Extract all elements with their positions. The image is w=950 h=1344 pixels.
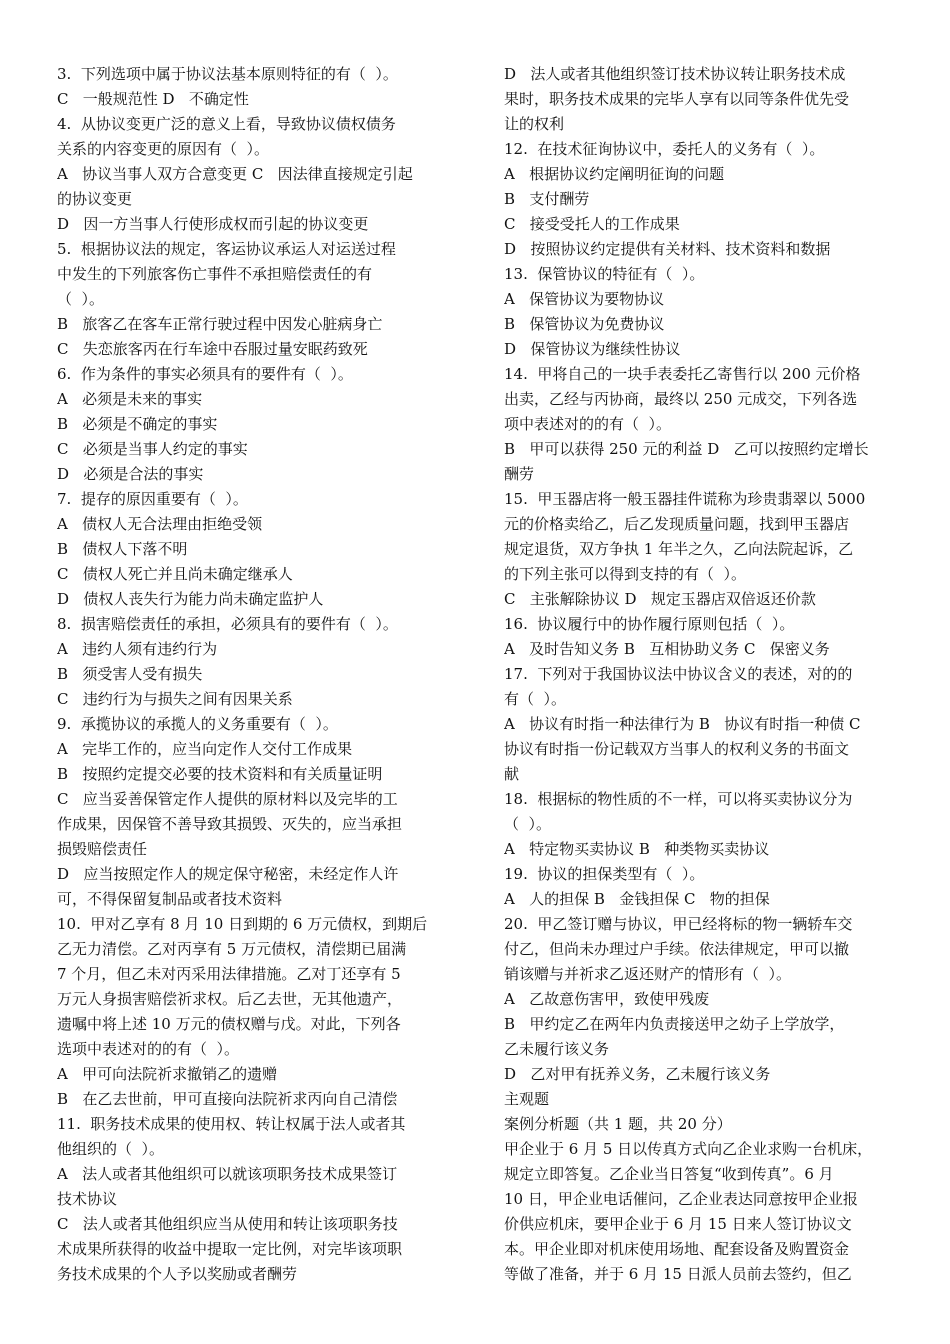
- text-line: 乙无力清偿。乙对丙享有 5 万元债权，清偿期已届满: [57, 940, 407, 958]
- text-line: 16. 协议履行中的协作履行原则包括（ ）。: [504, 615, 795, 633]
- text-line: 甲企业于 6 月 5 日以传真方式向乙企业求购一台机床，: [504, 1140, 873, 1158]
- text-line: 选项中表述对的的有（ ）。: [57, 1040, 240, 1058]
- text-line: A 乙故意伤害甲，致使甲残废: [504, 990, 710, 1008]
- text-line: （ ）。: [57, 290, 105, 308]
- text-line: B 须受害人受有损失: [57, 665, 203, 683]
- text-line: 4. 从协议变更广泛的意义上看，导致协议债权债务: [57, 115, 396, 133]
- text-line: 10. 甲对乙享有 8 月 10 日到期的 6 万元债权，到期后: [57, 915, 428, 933]
- text-line: 乙未履行该义务: [504, 1040, 610, 1058]
- text-line: 元的价格卖给乙，后乙发现质量问题，找到甲玉器店: [504, 515, 850, 533]
- text-line: 12. 在技术征询协议中，委托人的义务有（ ）。: [504, 140, 825, 158]
- text-line: 6. 作为条件的事实必须具有的要件有（ ）。: [57, 365, 353, 383]
- text-line: 术成果所获得的收益中提取一定比例，对完毕该项职: [57, 1240, 403, 1258]
- text-line: 11. 职务技术成果的使用权、转让权属于法人或者其: [57, 1115, 406, 1133]
- text-line: 18. 根据标的物性质的不一样，可以将买卖协议分为: [504, 790, 853, 808]
- text-line: 有（ ）。: [504, 690, 567, 708]
- text-line: B 支付酬劳: [504, 190, 590, 208]
- text-line: 案例分析题（共 1 题，共 20 分）: [504, 1115, 732, 1133]
- text-line: 10 日，甲企业电话催问，乙企业表达同意按甲企业报: [504, 1190, 858, 1208]
- text-line: 中发生的下列旅客伤亡事件不承担赔偿责任的有: [57, 265, 373, 283]
- text-line: （ ）。: [504, 815, 552, 833]
- text-line: C 一般规范性 D 不确定性: [57, 90, 249, 108]
- text-line: 务技术成果的个人予以奖励或者酬劳: [57, 1265, 298, 1283]
- left-text-column: [57, 62, 449, 1287]
- text-line: 5. 根据协议法的规定，客运协议承运人对运送过程: [57, 240, 396, 258]
- text-line: 主观题: [504, 1090, 550, 1108]
- text-line: 献: [504, 765, 520, 783]
- text-line: 付乙，但尚未办理过户手续。依法律规定，甲可以撤: [504, 940, 850, 958]
- text-line: B 在乙去世前，甲可直接向法院祈求丙向自己清偿: [57, 1090, 398, 1108]
- text-line: C 应当妥善保管定作人提供的原材料以及完毕的工: [57, 790, 398, 808]
- text-line: 7. 提存的原因重要有（ ）。: [57, 490, 248, 508]
- text-line: 规定立即答复。乙企业当日答复“收到传真”。6 月: [504, 1165, 834, 1183]
- text-line: 13. 保管协议的特征有（ ）。: [504, 265, 705, 283]
- text-line: A 协议当事人双方合意变更 C 因法律直接规定引起: [57, 165, 413, 183]
- text-line: A 协议有时指一种法律行为 B 协议有时指一种债 C: [504, 715, 861, 733]
- text-line: B 必须是不确定的事实: [57, 415, 218, 433]
- text-line: 规定退货，双方争执 1 年半之久，乙向法院起诉，乙: [504, 540, 854, 558]
- text-line: A 及时告知义务 B 互相协助义务 C 保密义务: [504, 640, 830, 658]
- text-line: 关系的内容变更的原因有（ ）。: [57, 140, 270, 158]
- text-line: 酬劳: [504, 465, 535, 483]
- text-line: 3. 下列选项中属于协议法基本原则特征的有（ ）。: [57, 65, 398, 83]
- text-line: C 接受受托人的工作成果: [504, 215, 680, 233]
- text-line: A 保管协议为要物协议: [504, 290, 665, 308]
- text-line: 项中表述对的的有（ ）。: [504, 415, 672, 433]
- text-line: 20. 甲乙签订赠与协议，甲已经将标的物一辆轿车交: [504, 915, 853, 933]
- text-line: B 甲约定乙在两年内负责接送甲之幼子上学放学，: [504, 1015, 845, 1033]
- text-line: D 债权人丧失行为能力尚未确定监护人: [57, 590, 324, 608]
- text-line: 本。甲企业即对机床使用场地、配套设备及购置资金: [504, 1240, 850, 1258]
- text-line: 出卖，乙经与丙协商，最终以 250 元成交，下列各选: [504, 390, 858, 408]
- text-line: D 按照协议约定提供有关材料、技术资料和数据: [504, 240, 831, 258]
- text-line: C 失恋旅客丙在行车途中吞服过量安眠药致死: [57, 340, 368, 358]
- text-line: 的下列主张可以得到支持的有（ ）。: [504, 565, 747, 583]
- text-line: C 必须是当事人约定的事实: [57, 440, 248, 458]
- text-line: 8. 损害赔偿责任的承担，必须具有的要件有（ ）。: [57, 615, 398, 633]
- text-line: 让的权利: [504, 115, 565, 133]
- text-line: 14. 甲将自己的一块手表委托乙寄售行以 200 元价格: [504, 365, 861, 383]
- text-line: D 法人或者其他组织签订技术协议转让职务技术成: [504, 65, 846, 83]
- text-line: 17. 下列对于我国协议法中协议含义的表述，对的的: [504, 665, 853, 683]
- text-line: A 法人或者其他组织可以就该项职务技术成果签订: [57, 1165, 398, 1183]
- text-line: D 保管协议为继续性协议: [504, 340, 681, 358]
- text-line: A 必须是未来的事实: [57, 390, 203, 408]
- text-line: 果时，职务技术成果的完毕人享有以同等条件优先受: [504, 90, 850, 108]
- text-line: 15. 甲玉器店将一般玉器挂件谎称为珍贵翡翠以 5000: [504, 490, 866, 508]
- text-line: D 乙对甲有抚养义务，乙未履行该义务: [504, 1065, 771, 1083]
- text-line: D 必须是合法的事实: [57, 465, 204, 483]
- text-line: 销该赠与并祈求乙返还财产的情形有（ ）。: [504, 965, 792, 983]
- text-line: A 债权人无合法理由拒绝受领: [57, 515, 263, 533]
- text-line: A 人的担保 B 金钱担保 C 物的担保: [504, 890, 770, 908]
- text-line: 损毁赔偿责任: [57, 840, 148, 858]
- text-line: C 违约行为与损失之间有因果关系: [57, 690, 293, 708]
- text-line: 7 个月，但乙未对丙采用法律措施。乙对丁还享有 5: [57, 965, 401, 983]
- text-line: A 完毕工作的，应当向定作人交付工作成果: [57, 740, 353, 758]
- text-line: C 法人或者其他组织应当从使用和转让该项职务技: [57, 1215, 398, 1233]
- text-line: C 主张解除协议 D 规定玉器店双倍返还价款: [504, 590, 816, 608]
- text-line: D 因一方当事人行使形成权而引起的协议变更: [57, 215, 369, 233]
- text-line: 9. 承揽协议的承揽人的义务重要有（ ）。: [57, 715, 338, 733]
- text-line: 19. 协议的担保类型有（ ）。: [504, 865, 705, 883]
- text-line: A 甲可向法院祈求撤销乙的遗赠: [57, 1065, 278, 1083]
- text-line: B 按照约定提交必要的技术资料和有关质量证明: [57, 765, 383, 783]
- text-line: 他组织的（ ）。: [57, 1140, 165, 1158]
- text-line: B 保管协议为免费协议: [504, 315, 665, 333]
- text-line: D 应当按照定作人的规定保守秘密，未经定作人许: [57, 865, 399, 883]
- text-line: 可，不得保留复制品或者技术资料: [57, 890, 283, 908]
- text-line: 等做了准备，并于 6 月 15 日派人员前去签约，但乙: [504, 1265, 852, 1283]
- text-line: B 旅客乙在客车正常行驶过程中因发心脏病身亡: [57, 315, 383, 333]
- text-line: C 债权人死亡并且尚未确定继承人: [57, 565, 293, 583]
- text-line: 的协议变更: [57, 190, 133, 208]
- text-line: 协议有时指一份记载双方当事人的权利义务的书面文: [504, 740, 850, 758]
- right-text-column: [504, 62, 896, 1287]
- text-line: A 特定物买卖协议 B 种类物买卖协议: [504, 840, 770, 858]
- text-line: 万元人身损害赔偿祈求权。后乙去世，无其他遗产，: [57, 990, 403, 1008]
- text-line: 价供应机床，要甲企业于 6 月 15 日来人签订协议文: [504, 1215, 852, 1233]
- text-line: A 根据协议约定阐明征询的问题: [504, 165, 725, 183]
- text-line: 作成果，因保管不善导致其损毁、灭失的，应当承担: [57, 815, 403, 833]
- text-line: 遗嘱中将上述 10 万元的债权赠与戊。对此，下列各: [57, 1015, 401, 1033]
- text-line: 技术协议: [57, 1190, 118, 1208]
- text-line: B 甲可以获得 250 元的利益 D 乙可以按照约定增长: [504, 440, 869, 458]
- text-line: B 债权人下落不明: [57, 540, 188, 558]
- text-line: A 违约人须有违约行为: [57, 640, 218, 658]
